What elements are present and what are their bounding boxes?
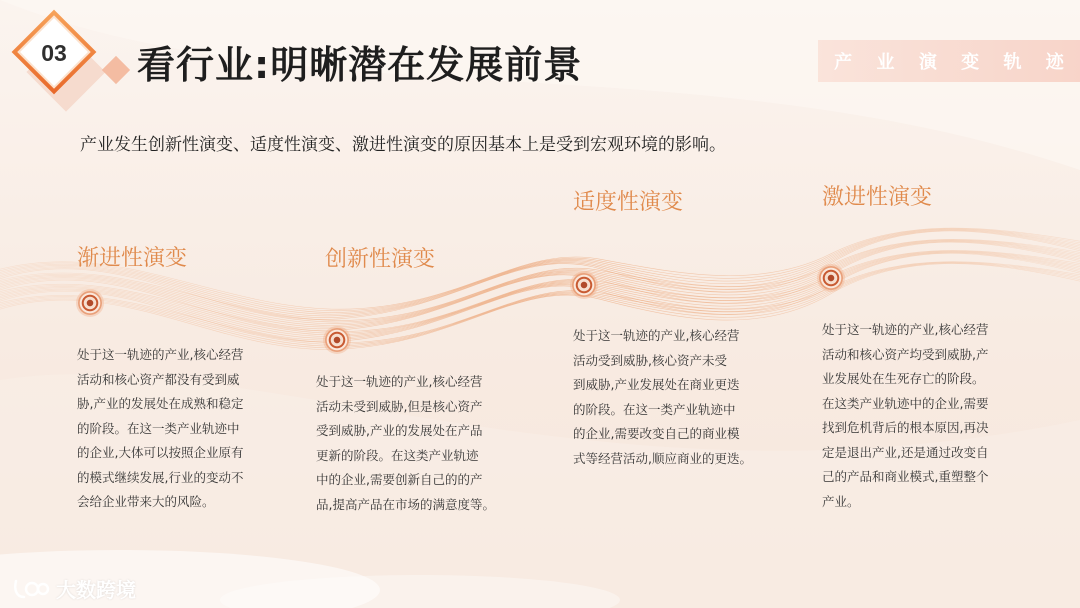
desc-line: 活动未受到威胁,但是核心资产 xyxy=(316,398,483,414)
desc-line: 定是退出产业,还是通过改变自 xyxy=(822,444,989,460)
intro-text: 产业发生创新性演变、适度性演变、激进性演变的原因基本上是受到宏观环境的影响。 xyxy=(80,135,726,155)
section-tag xyxy=(818,40,1080,82)
desc-line: 活动和核心资产均受到威胁,产 xyxy=(822,346,989,362)
desc-line: 式等经营活动,顺应商业的更迭。 xyxy=(573,450,752,466)
page-title: 看行业:明晰潜在发展前景 xyxy=(137,43,583,87)
brand-logo-text: 大数跨境 xyxy=(56,578,136,602)
desc-line: 活动和核心资产都没有受到威 xyxy=(77,371,240,387)
desc-line: 在这类产业轨迹中的企业,需要 xyxy=(822,395,989,411)
desc-line: 处于这一轨迹的产业,核心经营 xyxy=(316,374,483,389)
tag-char: 演 xyxy=(918,52,937,73)
desc-line: 业发展处在生死存亡的阶段。 xyxy=(822,371,985,386)
stage-title-radical: 激进性演变 xyxy=(822,185,933,210)
desc-line: 受到威胁,产业的发展处在产品 xyxy=(316,423,483,438)
desc-line: 品,提高产品在市场的满意度等。 xyxy=(316,496,495,512)
tag-char: 变 xyxy=(961,52,980,73)
stage-description-incremental xyxy=(77,343,263,515)
tag-char: 迹 xyxy=(1045,52,1064,73)
tag-char: 业 xyxy=(876,52,895,73)
tag-char: 轨 xyxy=(1003,52,1022,73)
brand-logo-icon xyxy=(12,577,50,601)
stage-description-moderate xyxy=(573,324,759,471)
timeline-node-icon xyxy=(819,266,843,290)
tag-char: 产 xyxy=(834,52,853,73)
desc-line: 更新的阶段。在这类产业轨迹 xyxy=(316,447,479,463)
desc-line: 处于这一轨迹的产业,核心经营 xyxy=(77,347,244,362)
badge-accent-diamond xyxy=(102,56,130,84)
stage-description-innovative xyxy=(316,370,502,517)
desc-line: 中的企业,需要创新自己的的产 xyxy=(316,472,483,487)
desc-line: 产业。 xyxy=(822,493,860,509)
stage-title-incremental: 渐进性演变 xyxy=(77,246,188,271)
desc-line: 处于这一轨迹的产业,核心经营 xyxy=(573,328,740,343)
section-number: 03 xyxy=(41,40,67,66)
desc-line: 到威胁,产业发展处在商业更迭 xyxy=(573,377,740,392)
brand-logo xyxy=(12,574,136,603)
desc-line: 胁,产业的发展处在成熟和稳定 xyxy=(77,396,244,411)
desc-line: 的模式继续发展,行业的变动不 xyxy=(77,469,244,485)
timeline-node-icon xyxy=(78,291,102,315)
desc-line: 的阶段。在这一类产业轨迹中 xyxy=(573,401,736,417)
desc-line: 己的产品和商业模式,重塑整个 xyxy=(822,469,989,484)
section-badge xyxy=(8,12,132,108)
desc-line: 找到危机背后的根本原因,再决 xyxy=(822,420,989,435)
timeline-node-icon xyxy=(325,328,349,352)
stage-title-innovative: 创新性演变 xyxy=(325,247,436,272)
timeline-node-icon xyxy=(572,273,596,297)
desc-line: 活动受到威胁,核心资产未受 xyxy=(573,352,727,368)
desc-line: 会给企业带来大的风险。 xyxy=(77,494,215,509)
desc-line: 的企业,需要改变自己的商业模 xyxy=(573,426,740,441)
stage-description-radical xyxy=(822,318,1008,514)
desc-line: 的企业,大体可以按照企业原有 xyxy=(77,445,244,460)
desc-line: 处于这一轨迹的产业,核心经营 xyxy=(822,322,989,337)
stage-title-moderate: 适度性演变 xyxy=(573,190,684,215)
desc-line: 的阶段。在这一类产业轨迹中 xyxy=(77,420,240,436)
